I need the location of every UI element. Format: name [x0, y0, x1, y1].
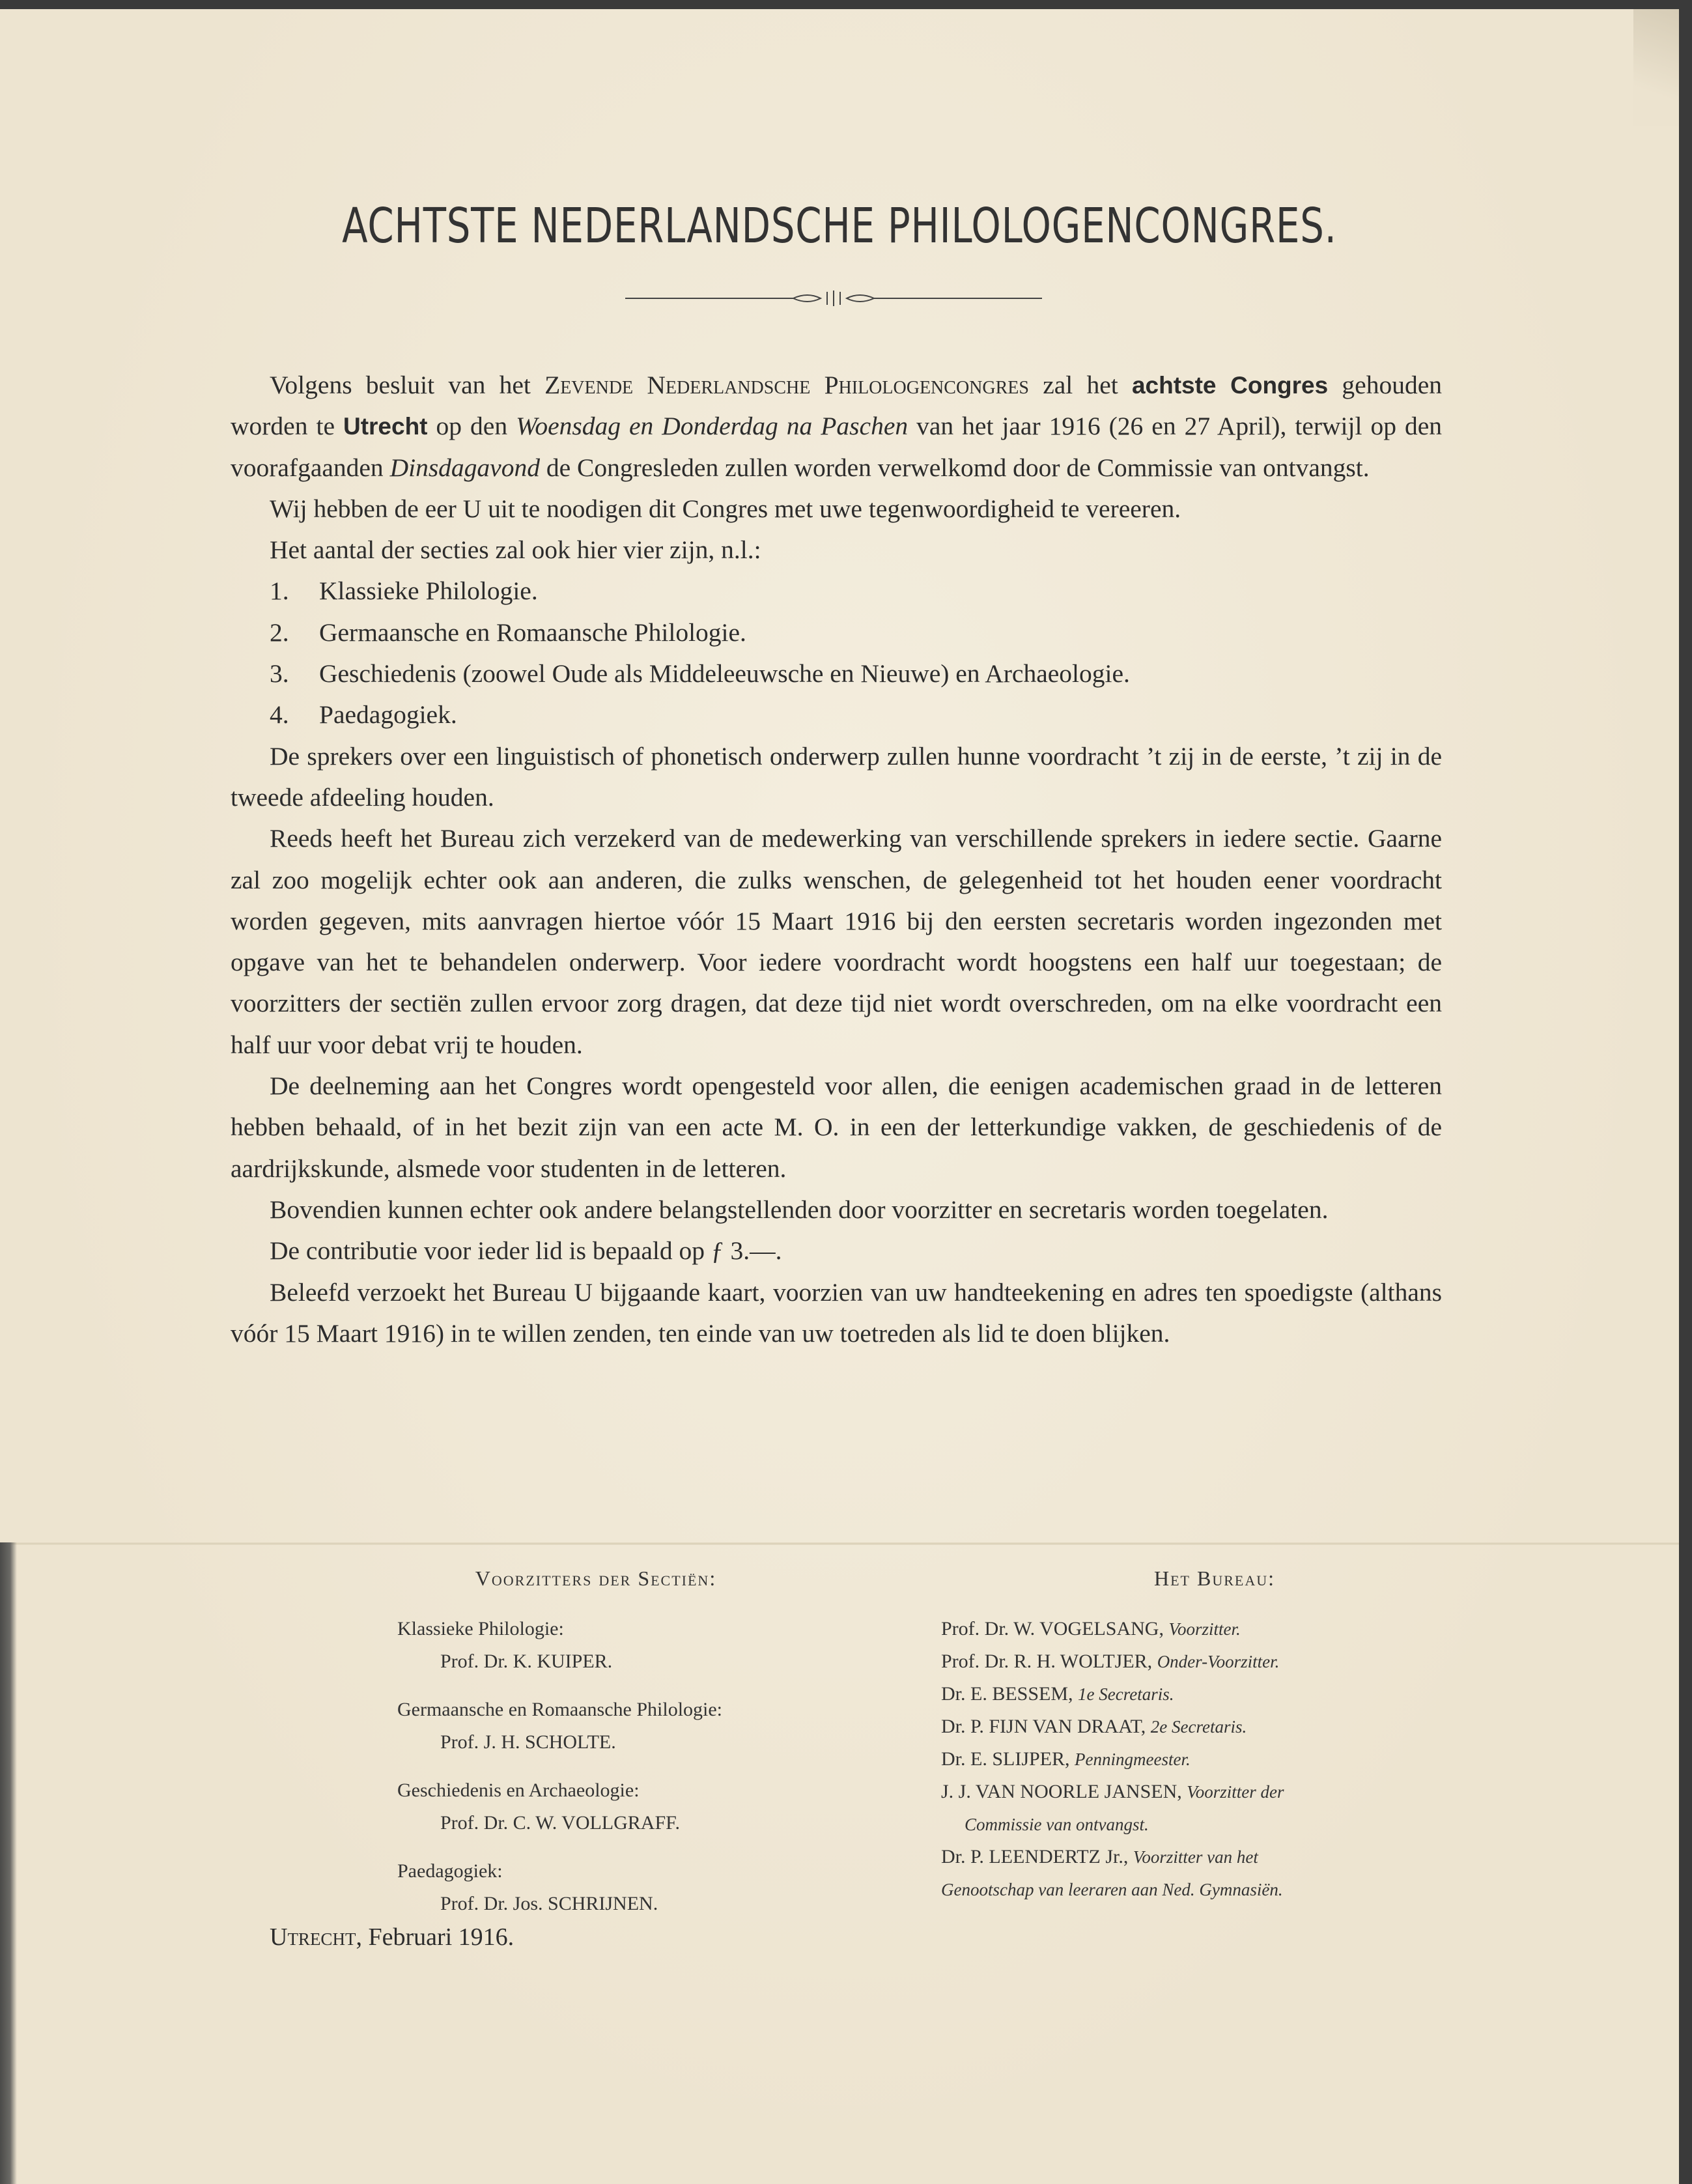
congress-name: Zevende Nederlandsche Philologencongres	[544, 371, 1029, 399]
paragraph-contribution: De contributie voor ieder lid is bepaald op ƒ 3.—.	[270, 1236, 782, 1266]
bold-text: achtste Congres	[1131, 372, 1329, 399]
text-run: zal het	[1028, 371, 1132, 399]
section-label: Germaansche en Romaansche Philologie.	[319, 617, 746, 647]
text-run: op den	[427, 412, 516, 441]
member-role: Voorzitter der	[1187, 1782, 1284, 1802]
bureau-member	[941, 1678, 1488, 1710]
bureau-column	[941, 1562, 1488, 1906]
section-number: 3.	[270, 659, 289, 688]
member-name: Prof. Dr. W. VOGELSANG,	[941, 1618, 1169, 1639]
bureau-member	[941, 1776, 1488, 1808]
member-role: Penningmeester.	[1075, 1750, 1191, 1769]
title-ornament	[625, 285, 1042, 311]
chair-person: Prof. Dr. K. KUIPER.	[440, 1651, 613, 1672]
paragraph-invitation: Wij hebben de eer U uit te noodigen dit Congres met uwe tegenwoordigheid te vereeren.	[270, 494, 1181, 523]
paragraph-sections-intro: Het aantal der secties zal ook hier vier zijn, n.l.:	[270, 535, 761, 565]
chair-section: Germaansche en Romaansche Philologie:	[397, 1699, 723, 1720]
member-name: Dr. E. BESSEM,	[941, 1683, 1079, 1705]
paragraph-bureau: Reeds heeft het Bureau zich verzekerd van de medewerking van verschillende sprekers in iedere sectie. Gaarne zal zoo mogelijk echter ook aan anderen, die zulks wenschen, de gelegenheid tot het houden eener voordracht worden gegeven, mits aanvragen hiertoe vóór 15 Maart 1916 bij den eersten secretaris worden ingezonden met opgave van het te behandelen onderwerp. Voor iedere voordracht wordt hoogstens een half uur toegestaan; de voorzitters der sectiën zullen ervoor zorg dragen, dat deze tijd niet wordt overschreden, om na elke voordracht een half uur voor debat vrij te houden.	[231, 824, 1442, 1059]
page-edge-shadow	[0, 1542, 17, 2184]
section-item	[231, 653, 1442, 694]
bureau-member	[941, 1841, 1488, 1873]
chair-person: Prof. Dr. Jos. SCHRIJNEN.	[440, 1893, 658, 1914]
date-place: Utrecht	[270, 1923, 356, 1951]
text-run: Volgens besluit van het	[270, 371, 545, 399]
chairs-heading: Voorzitters der Sectiën:	[475, 1567, 717, 1590]
document-page	[0, 9, 1679, 2184]
section-item	[231, 571, 1442, 612]
italic-dates: Woensdag en Donderdag na Paschen	[516, 412, 909, 441]
date-line	[270, 1923, 514, 1951]
bureau-member	[941, 1613, 1488, 1645]
member-name: J. J. VAN NOORLE JANSEN,	[941, 1781, 1187, 1802]
paragraph-participation: De deelneming aan het Congres wordt opengesteld voor allen, die eenigen academischen graad in de letteren hebben behaald, of in het bezit zijn van een acte M. O. in een der letterkundige vakken, de geschiedenis of de aardrijkskunde, alsmede voor studenten in de letteren.	[231, 1071, 1442, 1183]
section-number: 1.	[270, 576, 289, 606]
paragraph-intro	[231, 365, 1442, 489]
member-role: 2e Secretaris.	[1150, 1717, 1247, 1737]
section-item	[231, 612, 1442, 653]
chair-section: Geschiedenis en Archaeologie:	[397, 1780, 640, 1801]
member-role: Voorzitter van het	[1133, 1847, 1258, 1867]
text-run: de Congresleden zullen worden verwelkomd door de Commissie van ontvangst.	[539, 453, 1370, 482]
chair-person: Prof. J. H. SCHOLTE.	[440, 1731, 616, 1753]
document-title: ACHTSTE NEDERLANDSCHE PHILOLOGENCONGRES.	[342, 198, 1337, 254]
paragraph-request: Beleefd verzoekt het Bureau U bijgaande kaart, voorzien van uw handteekening en adres ten spoedigste (althans vóór 15 Maart 1916) in te willen zenden, ten einde van uw toetreden als lid te doen blijken.	[231, 1277, 1442, 1348]
member-role-continued: Commissie van ontvangst.	[965, 1815, 1149, 1834]
member-name: Dr. P. LEENDERTZ Jr.,	[941, 1846, 1133, 1867]
paragraph-speakers: De sprekers over een linguistisch of phonetisch onderwerp zullen hunne voordracht ’t zij in de eerste, ’t zij in de tweede afdeeling houden.	[231, 741, 1442, 812]
italic-evening: Dinsdagavond	[389, 453, 540, 482]
text-run: gehouden worden te	[231, 371, 1442, 441]
section-number: 2.	[270, 617, 289, 647]
bureau-member	[941, 1743, 1488, 1776]
bureau-heading: Het Bureau:	[1154, 1567, 1275, 1590]
member-role-continued: Genootschap van leeraren aan Ned. Gymnasiën.	[941, 1880, 1283, 1899]
page-fold	[0, 1542, 1679, 1545]
member-role: Voorzitter.	[1168, 1619, 1241, 1639]
chair-section: Paedagogiek:	[397, 1860, 503, 1882]
section-label: Paedagogiek.	[319, 700, 457, 730]
bold-place: Utrecht	[343, 413, 428, 440]
bureau-member	[941, 1645, 1488, 1678]
chairs-column	[397, 1562, 814, 1936]
member-role: Onder-Voorzitter.	[1157, 1652, 1280, 1671]
chair-person: Prof. Dr. C. W. VOLLGRAFF.	[440, 1812, 680, 1834]
section-number: 4.	[270, 700, 289, 730]
member-name: Prof. Dr. R. H. WOLTJER,	[941, 1651, 1157, 1672]
chair-section: Klassieke Philologie:	[397, 1618, 564, 1639]
date-text: , Februari 1916.	[356, 1923, 515, 1951]
section-label: Klassieke Philologie.	[319, 576, 538, 606]
page-corner-curl	[1633, 9, 1679, 126]
section-label: Geschiedenis (zoowel Oude als Middeleeuwsche en Nieuwe) en Archaeologie.	[319, 659, 1130, 688]
member-role: 1e Secretaris.	[1078, 1684, 1174, 1704]
bureau-member	[941, 1710, 1488, 1743]
member-name: Dr. P. FIJN VAN DRAAT,	[941, 1716, 1151, 1737]
text-run: van het jaar 1916 (26 en 27 April), terwijl op den voorafgaanden	[231, 412, 1442, 482]
section-item	[231, 694, 1442, 735]
paragraph-admission: Bovendien kunnen echter ook andere belangstellenden door voorzitter en secretaris worden toegelaten.	[270, 1195, 1329, 1224]
body-text	[231, 365, 1442, 1354]
member-name: Dr. E. SLIJPER,	[941, 1748, 1075, 1770]
